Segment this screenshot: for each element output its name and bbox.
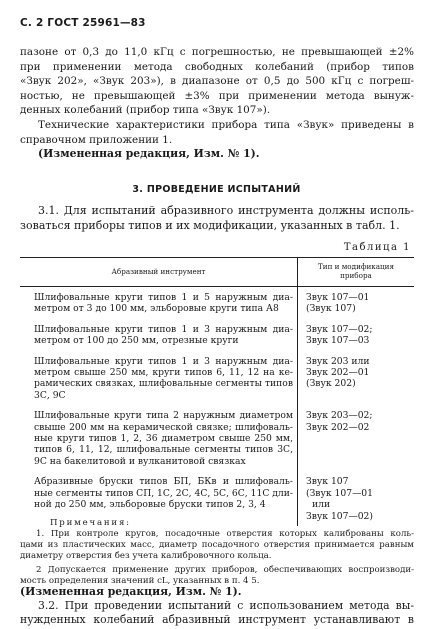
note-line: цами из пластических масс, диаметр посадочного отверстия принимается равным [20, 540, 414, 550]
instrument-table [20, 257, 414, 526]
cell-line: 9С на бакелитовой и вулканитовой связках [34, 455, 246, 467]
column-header-device: Тип и модификация прибора [298, 258, 415, 287]
cell-line: свыше 200 мм на керамической связке; шлифоваль- [34, 421, 293, 433]
table-row [20, 351, 414, 406]
tech-paragraph-cont [20, 133, 414, 148]
text-line: зоваться приборы типов и их модификации, указанных в табл. 1. [20, 219, 400, 232]
table-row [20, 405, 414, 471]
cell-line: метром от 100 до 250 мм, отрезные круги [34, 335, 239, 347]
cell-line: Звук 107—03 [306, 335, 370, 347]
device-cell [298, 319, 415, 351]
cell-line: Звук 107 [306, 476, 349, 488]
cell-line: Звук 107—02) [306, 510, 373, 522]
cell-line: Звук 203 или [306, 355, 370, 367]
tool-cell [20, 319, 298, 351]
page-header: С. 2 ГОСТ 25961—83 [20, 17, 146, 29]
note-line: диаметру отверстия без учета калибровочного кольца. [20, 551, 272, 561]
cell-line: Звук 203—02; [306, 410, 373, 422]
paragraph-3-2 [38, 599, 414, 614]
tool-cell [20, 287, 298, 319]
cell-line: 3С, 9С [34, 389, 66, 401]
paragraph-3-2-cont [20, 613, 414, 628]
cell-line: ные сегменты типов СП, 1С, 2С, 4С, 5С, 6С, 11С дли- [34, 487, 293, 499]
intro-paragraph [20, 45, 414, 118]
text-line: «Звук 202», «Звук 203»), в диапазоне от 0,5 до 500 кГц с погреш- [20, 75, 414, 87]
cell-line: Абразивные бруски типов БП, БКв и шлифоваль- [34, 476, 293, 488]
text-line: денных колебаний (прибор типа «Звук 107»). [20, 104, 271, 116]
cell-line: ной до 250 мм, эльборовые бруски типов 2, 3, 4 [34, 499, 266, 511]
table-row [20, 287, 414, 319]
cell-line: (Звук 202) [306, 378, 356, 390]
column-header-tool: Абразивный инструмент [20, 258, 298, 287]
note-line: 2 Допускается применение других приборов, обеспечивающих воспроизводи- [36, 565, 414, 575]
cell-line: метром от 3 до 100 мм, эльборовые круги типа А8 [34, 303, 279, 315]
cell-line: Звук 107—02; [306, 323, 373, 335]
notes-block [20, 518, 414, 587]
cell-line: метром свыше 250 мм, круги типов 6, 11, 12 на ке- [34, 367, 293, 379]
text-line: при применении метода свободных колебаний (прибор типов [20, 60, 414, 73]
device-cell [298, 287, 415, 319]
text-line: Технические характеристики прибора типа «Звук» приведены в [38, 119, 414, 131]
cell-line: (Звук 107) [306, 303, 356, 315]
text-line: пазоне от 0,3 до 11,0 кГц с погрешностью, не превышающей ±2% [20, 46, 414, 58]
table-header-row [20, 258, 414, 287]
paragraph-3-1-cont [20, 219, 414, 234]
device-cell [298, 351, 415, 406]
note-line: 1. При контроле кругов, посадочные отверстия которых калиброваны коль- [36, 529, 414, 539]
cell-line: типов 6, 11, 12, шлифовальные сегменты типов 3С, [34, 444, 293, 456]
cell-line: Шлифовальные круги типов 1 и 3 наружным диа- [34, 355, 293, 367]
cell-line: Шлифовальные круги типов 1 и 5 наружным диа- [34, 292, 293, 303]
cell-line: Звук 107—01 [306, 292, 370, 303]
cell-line: или [312, 499, 331, 511]
section-title: 3. ПРОВЕДЕНИЕ ИСПЫТАНИЙ [132, 184, 301, 195]
notes-title: Примечания: [50, 518, 131, 528]
tool-cell [20, 351, 298, 406]
cell-line: Шлифовальные круги типа 2 наружным диаметром [34, 410, 293, 422]
cell-line: Шлифовальные круги типов 1 и 3 наружным диа- [34, 323, 293, 335]
cell-line: Звук 202—01 [306, 367, 370, 379]
text-line: 3.2. При проведении испытаний с использованием метода вы- [38, 599, 414, 612]
text-line: справочном приложении 1. [20, 133, 173, 146]
cell-line: (Звук 107—01 [306, 487, 373, 499]
paragraph-3-1 [38, 204, 414, 219]
revision-note-1: (Измененная редакция, Изм. № 1). [38, 147, 260, 160]
device-cell [298, 405, 415, 471]
cell-line: Звук 202—02 [306, 421, 370, 433]
text-line: ностью, не превышающей ±3% при применении метода вынуж- [20, 89, 414, 102]
table-caption: Таблица 1 [343, 242, 411, 253]
table-row [20, 319, 414, 351]
text-line: 3.1. Для испытаний абразивного инструмента должны исполь- [38, 204, 414, 217]
cell-line: рамических связках, шлифовальные сегменты типов [34, 378, 293, 390]
text-line: нужденных колебаний абразивный инструмент устанавливают в [20, 613, 414, 626]
tech-paragraph [38, 118, 414, 133]
tool-cell [20, 405, 298, 471]
cell-line: ные круги типов 1, 2, 36 диаметром свыше 250 мм, [34, 433, 293, 445]
revision-note-2: (Измененная редакция, Изм. № 1). [20, 585, 242, 598]
note-line: мость определения значений cL, указанных в п. 4 5. [20, 576, 260, 586]
